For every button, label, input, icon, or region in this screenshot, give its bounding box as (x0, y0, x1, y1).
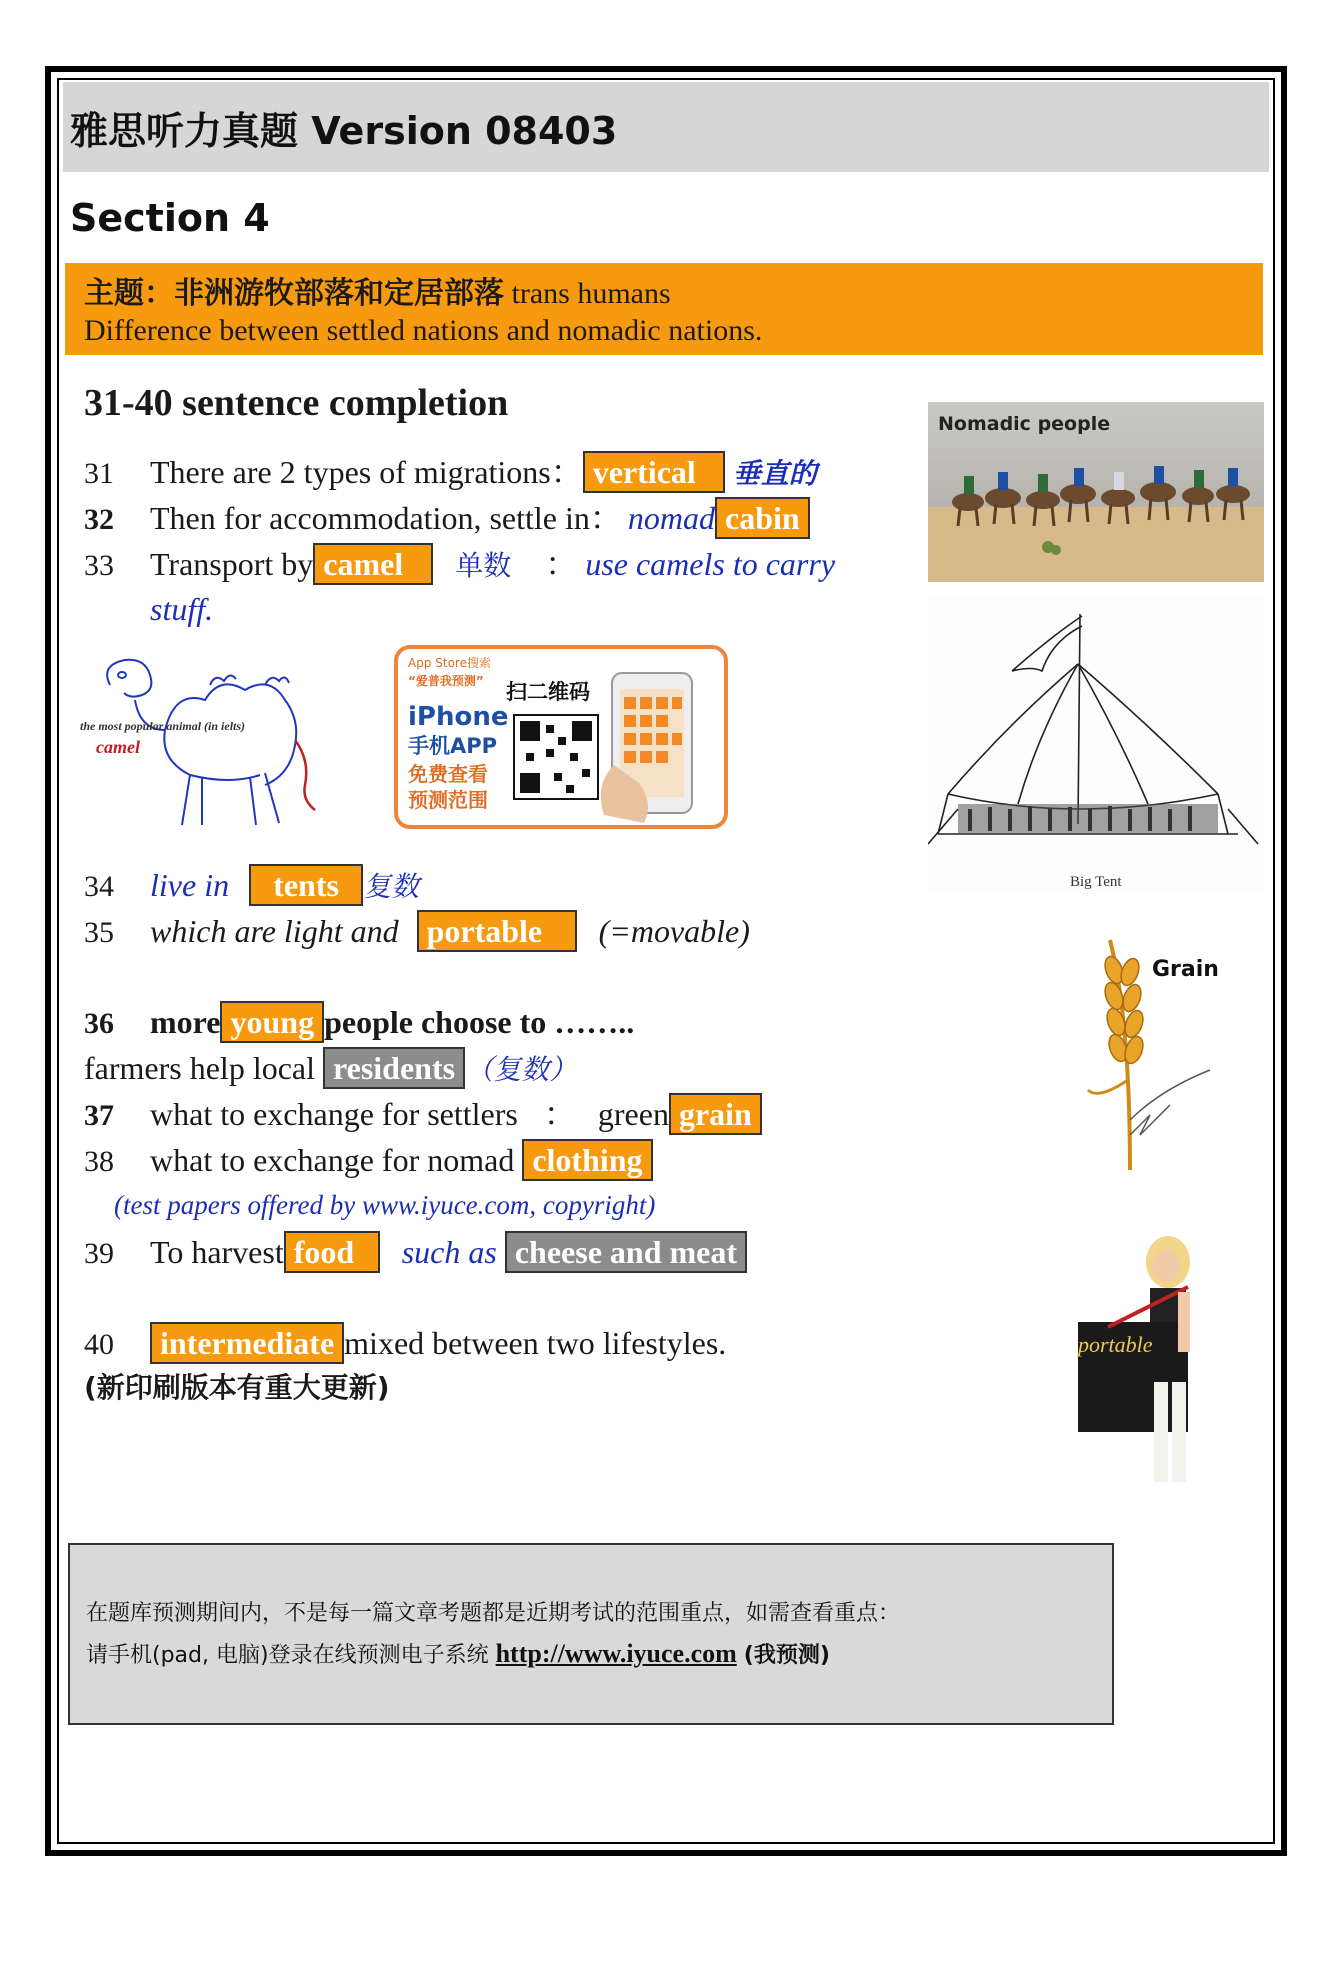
question-text: what to exchange for nomad (150, 1142, 515, 1178)
question-number: 31 (84, 457, 114, 490)
answer-box: cabin (715, 497, 810, 539)
topic-line-2: Difference between settled nations and nomadic nations. (84, 314, 763, 347)
question-number: 38 (84, 1145, 114, 1178)
topic-cn: 主题：非洲游牧部落和定居部落 (84, 276, 504, 311)
answer-prefix: nomad (627, 500, 715, 536)
update-notice: (新印刷版本有重大更新) (84, 1371, 390, 1404)
page-title: 雅思听力真题 Version 08403 (70, 109, 618, 153)
question-text: Then for accommodation, settle in： (150, 500, 622, 536)
app-advert (394, 645, 728, 829)
app-store-text: App Store搜索 (408, 656, 491, 670)
question-34 (84, 864, 419, 907)
app-l3: 免费查看 (408, 762, 488, 786)
answer-box: intermediate (150, 1322, 344, 1364)
question-number: 40 (84, 1328, 114, 1361)
question-number: 37 (84, 1099, 114, 1132)
camel-label: camel (96, 737, 140, 757)
answer-box: vertical (583, 451, 725, 493)
question-38 (84, 1139, 653, 1182)
question-number: 32 (84, 503, 114, 536)
question-number: 36 (84, 1007, 114, 1040)
question-text: which are light and (150, 913, 399, 949)
tent-caption: Big Tent (1070, 874, 1122, 890)
portable-caption: portable (1078, 1332, 1153, 1357)
question-number: 34 (84, 870, 114, 903)
nomadic-caption: Nomadic people (938, 413, 1111, 435)
answer-box: camel (313, 543, 433, 585)
task-title: 31-40 sentence completion (84, 382, 509, 424)
answer-note: 垂直的 (732, 457, 817, 490)
answer-note-cn: 单数 (455, 549, 512, 582)
question-32 (84, 497, 810, 540)
answer-box: food (284, 1231, 380, 1273)
app-l4: 预测范围 (408, 788, 488, 812)
question-text: farmers help local (84, 1050, 315, 1086)
question-number: 33 (84, 549, 114, 582)
answer-box: clothing (522, 1139, 652, 1181)
question-33-continued: stuff. (150, 591, 214, 627)
grain-caption: Grain (1152, 957, 1219, 982)
question-39 (84, 1231, 747, 1274)
section-title: Section 4 (70, 196, 270, 240)
topic-en-tail: trans humans (511, 277, 671, 310)
app-name: “爱普我预测” (408, 674, 484, 688)
app-scan-text: 扫二维码 (506, 680, 590, 704)
grain-image (1070, 930, 1270, 1180)
colon: ： (543, 1096, 576, 1132)
question-33 (84, 543, 835, 586)
website-link[interactable]: http://www.iyuce.com (495, 1639, 737, 1668)
question-text-post: people choose to …….. (324, 1004, 635, 1040)
notice-box (68, 1543, 1114, 1725)
camel-caption: the most popular animal (in ielts) (80, 719, 246, 733)
answer-box: young (220, 1001, 324, 1043)
question-35 (84, 910, 750, 953)
qr-code-icon (514, 715, 598, 799)
camel-drawing (80, 645, 330, 835)
question-text: To harvest (150, 1234, 284, 1270)
answer-note: （复数） (465, 1053, 578, 1086)
big-tent-image (928, 594, 1264, 894)
copyright-credit: (test papers offered by www.iyuce.com, copyright) (114, 1190, 656, 1220)
question-31 (84, 451, 817, 494)
question-36-line-2 (84, 1047, 577, 1090)
notice-line-1: 在题库预测期间内，不是每一篇文章考题都是近期考试的范围重点，如需查看重点： (86, 1601, 901, 1626)
question-text-mid: such as (401, 1234, 497, 1270)
answer-note: (=movable) (598, 913, 750, 949)
question-text: what to exchange for settlers (150, 1096, 518, 1132)
colon: ： (545, 546, 578, 582)
question-text: more (150, 1004, 221, 1040)
answer-box: portable (417, 910, 577, 952)
notice-line-2 (86, 1638, 830, 1669)
answer-prefix: green (597, 1096, 669, 1132)
question-text-post: mixed between two lifestyles. (344, 1325, 727, 1361)
question-text: live in (150, 867, 230, 903)
question-40 (84, 1322, 726, 1365)
answer-box: tents (249, 864, 363, 906)
question-text: Transport by (150, 546, 314, 582)
question-36 (84, 1001, 634, 1044)
nomadic-people-image (928, 402, 1264, 582)
answer-note-en: use camels to carry (585, 546, 836, 582)
answer-box-2: cheese and meat (505, 1231, 747, 1273)
notice-tail: (我预测) (743, 1643, 830, 1668)
portable-bag-image (1068, 1232, 1248, 1492)
notice-text: 请手机(pad, 电脑)登录在线预测电子系统 (86, 1643, 489, 1668)
question-37 (84, 1093, 762, 1136)
app-l2: 手机APP (408, 734, 498, 758)
question-number: 39 (84, 1237, 114, 1270)
question-number: 35 (84, 916, 114, 949)
answer-box: grain (669, 1093, 762, 1135)
answer-box: residents (323, 1047, 465, 1089)
question-text: There are 2 types of migrations： (150, 454, 583, 490)
answer-note: 复数 (363, 870, 420, 903)
topic-line-1 (84, 268, 671, 312)
phone-icon (601, 673, 692, 823)
app-iphone: iPhone (408, 702, 509, 732)
